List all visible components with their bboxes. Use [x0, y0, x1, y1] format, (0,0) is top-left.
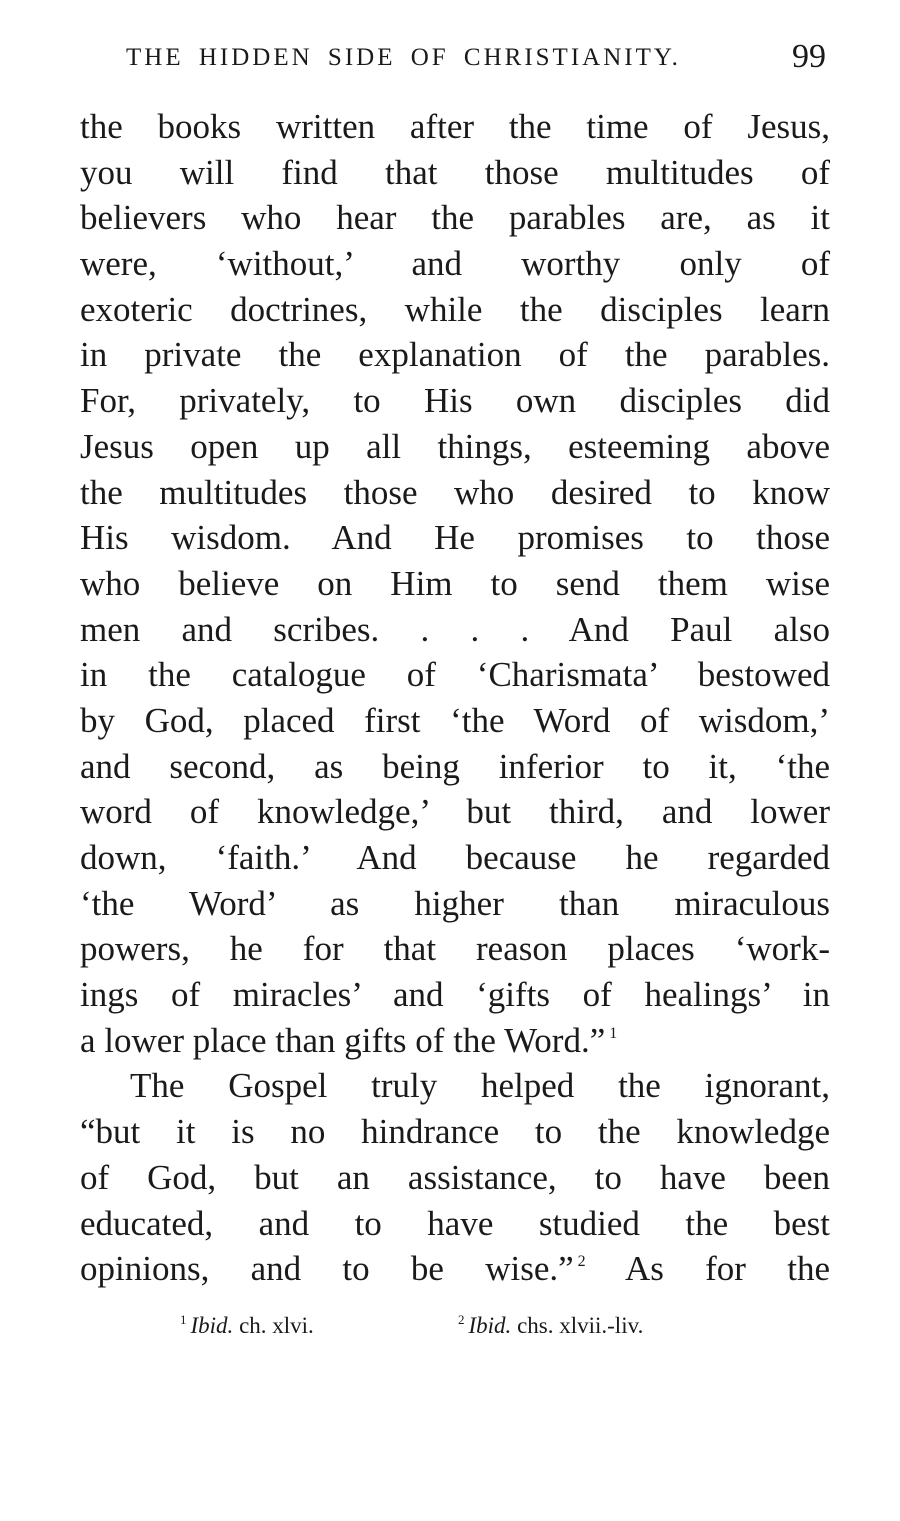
text-line: and second, as being inferior to it, ‘the — [80, 746, 830, 786]
body-text — [80, 104, 830, 1292]
text-line: ings of miracles’ and ‘gifts of healings’ in — [80, 975, 830, 1015]
text-line: of God, but an assistance, to have been — [80, 1157, 830, 1197]
text-line: word of knowledge,’ but third, and lower — [80, 792, 830, 832]
text-line: educated, and to have studied the best — [80, 1203, 830, 1243]
text-line-content: As for the — [624, 1249, 830, 1289]
footnote-mark: 1 — [180, 1312, 187, 1327]
text-line: believers who hear the parables are, as it — [80, 198, 830, 238]
text-line: His wisdom. And He promises to those — [80, 518, 830, 558]
footnote-source: Ibid. — [190, 1313, 234, 1338]
footnote — [180, 1313, 314, 1339]
text-line: down, ‘faith.’ And because he regarded — [80, 838, 830, 877]
running-title: THE HIDDEN SIDE OF CHRISTIANITY. — [126, 44, 681, 71]
footnote-ref: 2 — [577, 1253, 586, 1271]
text-line: who believe on Him to send them wise — [80, 563, 830, 603]
paragraph-start-line: The Gospel truly helped the ignorant, — [130, 1066, 830, 1106]
text-line: For, privately, to His own disciples did — [80, 381, 830, 421]
text-line: Jesus open up all things, esteeming above — [80, 426, 830, 466]
text-line: in the catalogue of ‘Charismata’ bestowed — [80, 655, 830, 695]
text-line: men and scribes. . . . And Paul also — [80, 609, 830, 649]
footnote-source: Ibid. — [468, 1313, 512, 1338]
footnote-ref: 1 — [609, 1024, 618, 1042]
footnote-mark: 2 — [458, 1312, 465, 1327]
text-line: powers, he for that reason places ‘work- — [80, 929, 830, 969]
text-line: the books written after the time of Jesus, — [80, 107, 830, 146]
text-line: were, ‘without,’ and worthy only of — [80, 244, 830, 284]
running-head — [126, 38, 826, 78]
text-line: by God, placed first ‘the Word of wisdom,’ — [80, 700, 830, 740]
text-line: the multitudes those who desired to know — [80, 472, 830, 512]
paragraph-end-line — [80, 1018, 830, 1064]
footnote-reference: ch. xlvi. — [239, 1313, 314, 1338]
footnote — [458, 1313, 643, 1339]
text-line: ‘the Word’ as higher than miraculous — [80, 883, 830, 923]
text-line-content: a lower place than gifts of the Word.” — [80, 1020, 606, 1060]
footnotes — [180, 1313, 740, 1343]
text-line: exoteric doctrines, while the disciples learn — [80, 289, 830, 329]
footnote-reference: chs. xlvii.-liv. — [517, 1313, 644, 1338]
text-line-with-note — [80, 1246, 830, 1292]
text-line: in private the explanation of the parables. — [80, 335, 830, 375]
text-line-content: opinions, and to be wise.” — [80, 1249, 574, 1289]
text-line-content — [586, 1249, 625, 1288]
page-number: 99 — [792, 38, 826, 75]
text-line: you will find that those multitudes of — [80, 152, 830, 192]
text-line: “but it is no hindrance to the knowledge — [80, 1112, 830, 1152]
